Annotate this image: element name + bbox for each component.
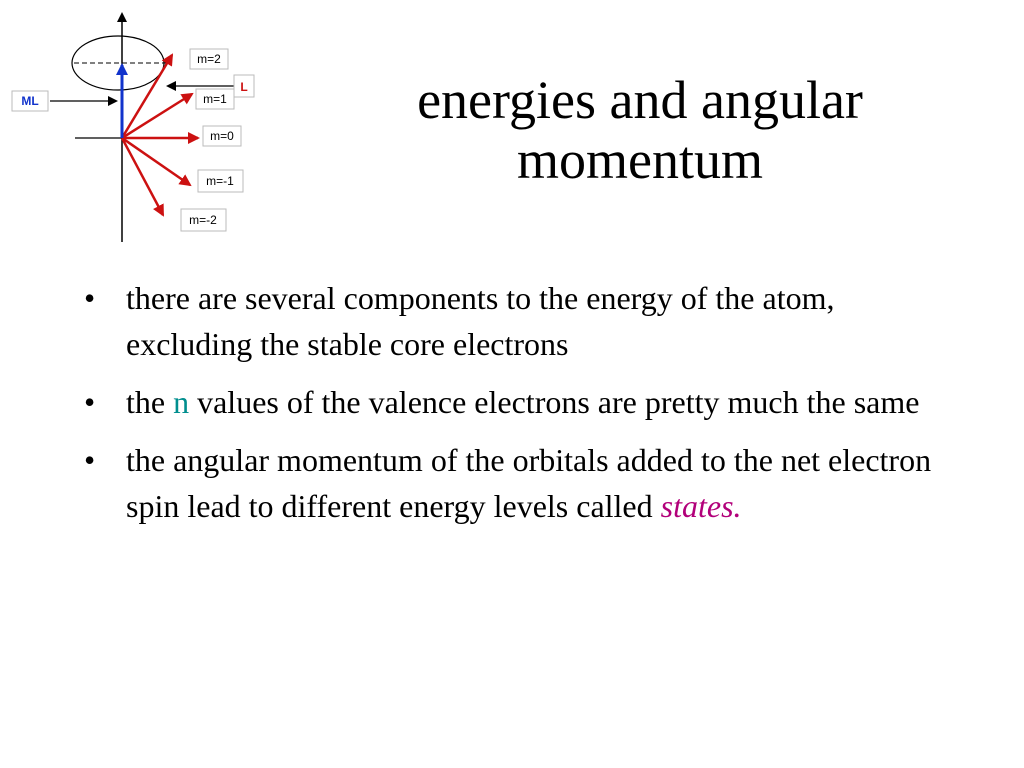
bullet-list [84, 275, 964, 541]
slide-title [330, 70, 950, 190]
m1-label: m=1 [203, 92, 227, 106]
mneg1-label: m=-1 [206, 174, 234, 188]
bullet-text-2-highlight-n: n [173, 384, 190, 420]
mneg2-label: m=-2 [189, 213, 217, 227]
bullet-symbol: • [84, 442, 96, 478]
vector-mneg2 [122, 138, 163, 215]
bullet-text-1: there are several components to the energy of the atom, excluding the stable core electrons [126, 280, 835, 362]
ml-label: ML [21, 94, 39, 108]
slide-title-line1: energies and angular [417, 70, 863, 130]
vector-m1 [122, 94, 192, 138]
bullet-text-3-highlight-states: states. [660, 488, 742, 524]
bullet-text-2-post: values of the valence electrons are pretty much the same [189, 384, 920, 420]
angular-momentum-diagram [0, 0, 270, 250]
bullet-symbol: • [84, 384, 96, 420]
bullet-item-3 [84, 437, 964, 529]
vector-m2 [122, 55, 172, 138]
vector-mneg1 [122, 138, 190, 185]
bullet-text-3-pre: the angular momentum of the orbitals added to the net electron spin lead to different energy levels called [126, 442, 932, 524]
bullet-text-2-pre: the [126, 384, 174, 420]
m2-label: m=2 [197, 52, 221, 66]
bullet-item-1 [84, 275, 964, 367]
bullet-symbol: • [84, 280, 96, 316]
l-label: L [240, 80, 248, 94]
m0-label: m=0 [210, 129, 234, 143]
slide-title-line2: momentum [517, 130, 763, 190]
bullet-item-2 [84, 379, 964, 425]
